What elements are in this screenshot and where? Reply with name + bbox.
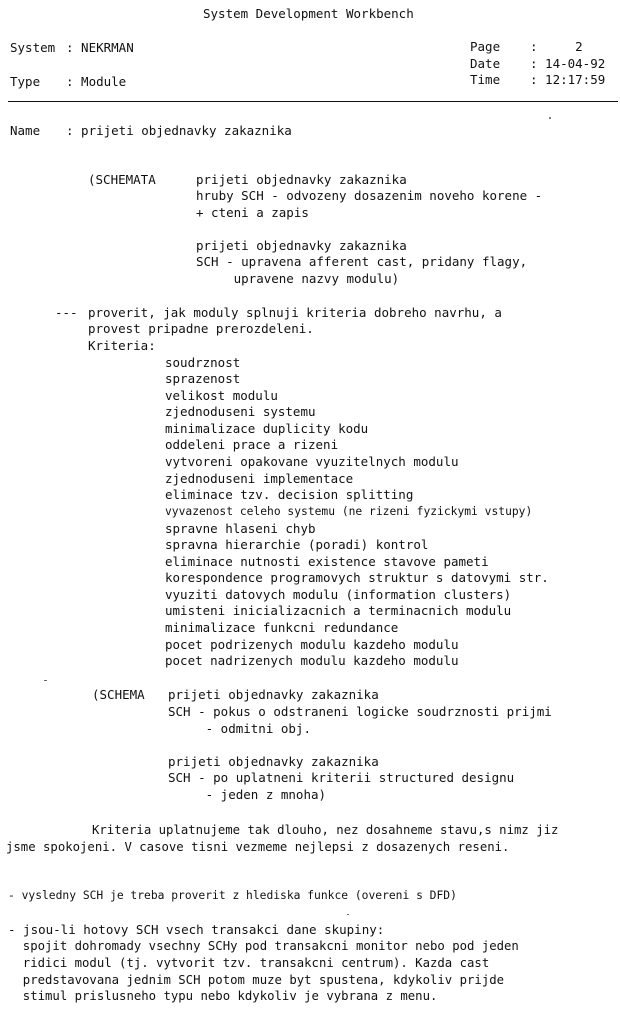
time-value: : 12:17:59 [530,72,606,87]
criteria-item: pocet nadrizenych modulu kazdeho modulu [165,653,459,668]
system-label: System [10,40,56,55]
schemata-line: + cteni a zapis [196,205,309,220]
name-label: Name [10,123,41,138]
page-label: Page [470,39,501,54]
schema-line: SCH - po uplatneni kriterii structured designu [168,770,515,785]
criteria-item: vyuziti datovych modulu (information clusters) [165,587,512,602]
header-divider [8,101,618,102]
bullet-item-line: spojit dohromady vsechny SCHy pod transakcni monitor nebo pod jeden [8,939,519,953]
paragraph-line: jsme spokojeni. V casove tisni vezmeme nejlepsi z dosazenych reseni. [6,840,510,854]
type-label: Type [10,74,41,89]
bullet-item-line: stimul prislusneho typu nebo kdykoliv je vybrana z menu. [8,989,438,1003]
bullet-item-line: predstavovana jednim SCH potom muze byt spustena, kdykoliv prijde [8,973,505,987]
schemata-line: upravene nazvy modulu) [196,271,400,286]
schema-line: - jeden z mnoha) [168,787,327,802]
bullet-item: - jsou-li hotovy SCH vsech transakci dane skupiny: [8,922,385,937]
criteria-item: zjednoduseni implementace [165,471,354,486]
schema-line: prijeti objednavky zakaznika [168,754,379,769]
criteria-item: spravne hlaseni chyb [165,521,316,536]
scan-speck [549,117,551,119]
criteria-item: korespondence programovych struktur s datovymi str. [165,570,549,585]
criteria-item: eliminace nutnosti existence stavove pameti [165,554,489,569]
schema-label: (SCHEMA [92,687,145,702]
report-title: System Development Workbench [203,6,414,21]
criteria-item: pocet podrizenych modulu kazdeho modulu [165,637,459,652]
name-value: : prijeti objednavky zakaznika [66,123,292,138]
criteria-item: soudrznost [165,355,241,370]
criteria-item: umisteni inicializacnich a terminacnich modulu [165,603,512,618]
schemata-label: (SCHEMATA [88,172,156,187]
schemata-line: prijeti objednavky zakaznika [196,238,407,253]
criteria-item: sprazenost [165,371,241,386]
schema-line: prijeti objednavky zakaznika [168,687,379,702]
criteria-item: vyvazenost celeho systemu (ne rizeni fyzickymi vstupy) [165,505,533,518]
page-value: : 2 [530,39,583,54]
schemata-line: SCH - upravena afferent cast, pridany flagy, [196,254,528,269]
schemata-line: hruby SCH - odvozeny dosazenim noveho korene - [196,188,543,203]
criteria-item: minimalizace duplicity kodu [165,421,369,436]
bullet-item-line: ridici modul (tj. vytvorit tzv. transakcni centrum). Kazda cast [8,956,490,970]
paragraph-line: Kriteria uplatnujeme tak dlouho, nez dosahneme stavu,s nimz jiz [92,823,559,837]
system-value: : NEKRMAN [66,40,134,55]
type-value: : Module [66,74,127,89]
schema-line: SCH - pokus o odstraneni logicke soudrznosti prijmi [168,704,552,719]
criteria-item: oddeleni prace a rizeni [165,437,339,452]
task-marker: --- [55,305,78,320]
criteria-item: spravna hierarchie (poradi) kontrol [165,537,429,552]
bullet-item: - vysledny SCH je treba proverit z hlediska funkce (overeni s DFD) [8,889,457,902]
scan-speck [347,914,349,915]
schemata-line: prijeti objednavky zakaznika [196,172,407,187]
criteria-item: velikost modulu [165,388,278,403]
scan-speck [44,680,47,681]
criteria-item: vytvoreni opakovane vyuzitelnych modulu [165,454,459,469]
criteria-item: zjednoduseni systemu [165,404,316,419]
task-line: provest pripadne prerozdeleni. [88,321,314,336]
time-label: Time [470,72,501,87]
criteria-item: eliminace tzv. decision splitting [165,487,414,502]
date-value: : 14-04-92 [530,56,606,71]
criteria-label: Kriteria: [88,338,156,353]
date-label: Date [470,56,501,71]
task-line: proverit, jak moduly splnuji kriteria dobreho navrhu, a [88,305,502,320]
criteria-item: minimalizace funkcni redundance [165,620,399,635]
schema-line: - odmitni obj. [168,721,311,736]
